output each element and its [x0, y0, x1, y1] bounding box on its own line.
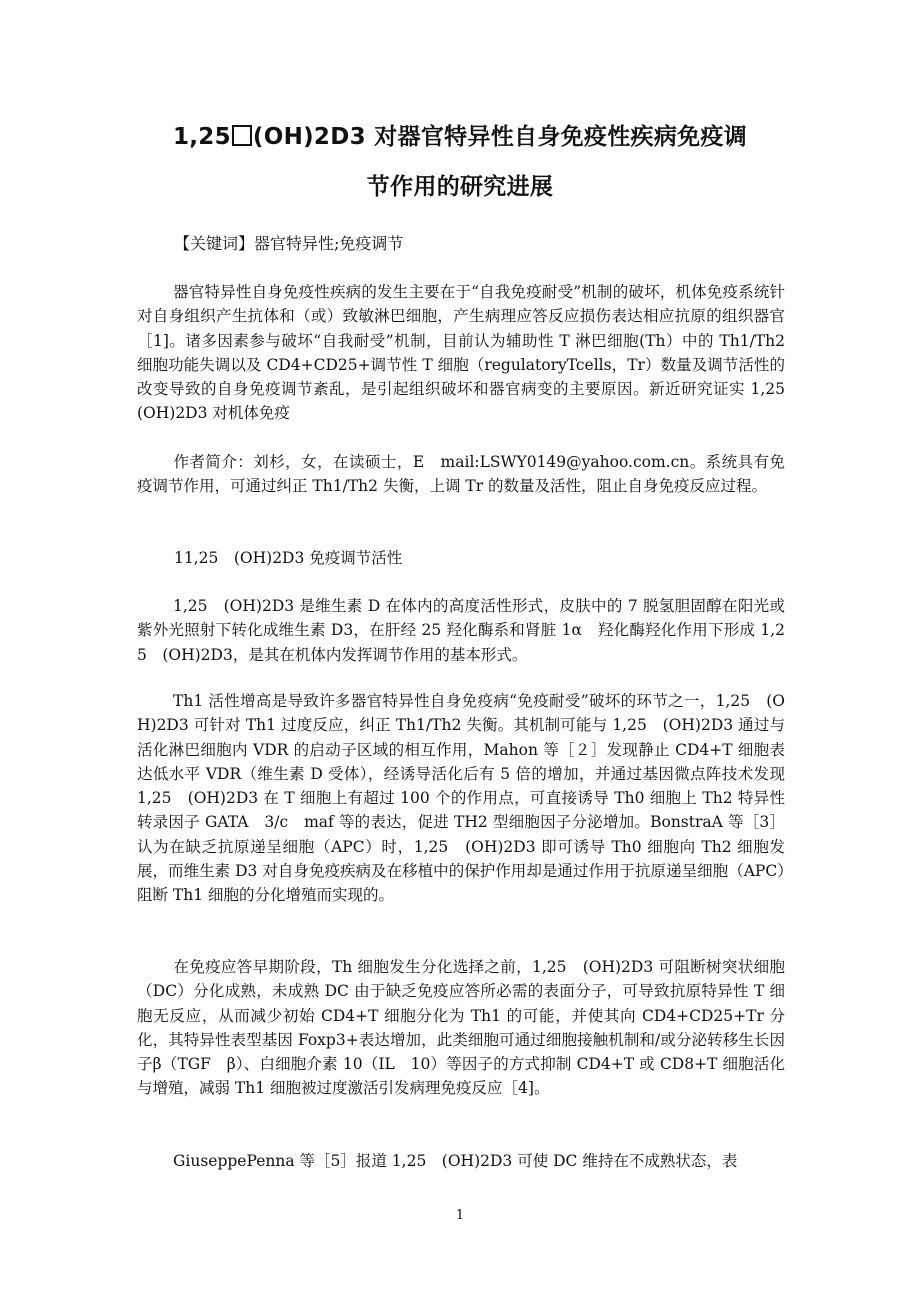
paragraph-vitamin-d [137, 594, 785, 667]
paragraph-intro [137, 280, 801, 426]
keywords: 【关键词】器官特异性;免疫调节 [174, 234, 404, 253]
paragraph-text: 在免疫应答早期阶段，Th 细胞发生分化选择之前，1,25 (OH)2D3 可阻断树突状细胞（DC）分化成熟，未成熟 DC 由于缺乏免疫应答所必需的表面分子，可导致抗原特异性 T 细胞无反应，从而减少初始 CD4+T 细胞分化为 Th1 的可能，并使其向 CD4+CD25+Tr 分化，其特异性表型基因 Foxp3+表达增加，此类细胞可通过细胞接触机制和/或分泌转移生长因子β（TGF β）、白细胞介素 10（IL 10）等因子的方式抑制 CD4+T 或 CD8+T 细胞活化与增殖，减弱 Th1 细胞被过度激活引发病理免疫反应［4]。 [137, 958, 785, 1098]
page-number: 1 [455, 1208, 465, 1223]
paragraph-text: 器官特异性自身免疫性疾病的发生主要在于“自我免疫耐受”机制的破坏，机体免疫系统针对自身组织产生抗体和（或）致敏淋巴细胞，产生病理应答反应损伤表达相应抗原的组织器官［1]。诸多因素参与破坏“自我耐受”机制，目前认为辅助性 T 淋巴细胞(Th）中的 Th1/Th2 细胞功能失调以及 CD4+CD25+调节性 T 细胞（regulatoryTcells，Tr）数量及调节活性的改变导致的自身免疫调节紊乱，是引起组织破坏和器官病变的主要原因。新近研究证实 1,25 (OH)2D3 对机体免疫 [137, 283, 801, 423]
missing-glyph-box [232, 125, 252, 146]
document-title [120, 112, 800, 212]
section-heading: 11,25 (OH)2D3 免疫调节活性 [174, 549, 403, 567]
title-part-2: (OH)2D3 对器官特异性自身免疫性疾病免疫调 [252, 124, 748, 150]
paragraph-author-note [137, 450, 785, 499]
paragraph-penna [137, 1149, 785, 1173]
title-part-1: 1,25 [172, 124, 231, 150]
paragraph-dc [137, 955, 785, 1101]
paragraph-text: GiuseppePenna 等［5］报道 1,25 (OH)2D3 可使 DC 维持在不成熟状态，表 [173, 1152, 738, 1170]
paragraph-th1 [137, 689, 785, 908]
title-line-2: 节作用的研究进展 [366, 174, 554, 200]
paragraph-text: 1,25 (OH)2D3 是维生素 D 在体内的高度活性形式，皮肤中的 7 脱氢胆固醇在阳光或紫外光照射下转化成维生素 D3，在肝经 25 羟化酶系和肾脏 1α 羟化酶羟化作用下形成 1,25 (OH)2D3，是其在机体内发挥调节作用的基本形式。 [137, 597, 785, 664]
paragraph-text: Th1 活性增高是导致许多器官特异性自身免疫病“免疫耐受”破坏的环节之一，1,25 (OH)2D3 可针对 Th1 过度反应，纠正 Th1/Th2 失衡。其机制可能与 1,25 (OH)2D3 通过与活化淋巴细胞内 VDR 的启动子区域的相互作用，Mahon 等［２］发现静止 CD4+T 细胞表达低水平 VDR（维生素 D 受体），经诱导活化后有 5 倍的增加，并通过基因微点阵技术发现 1,25 (OH)2D3 在 T 细胞上有超过 100 个的作用点，可直接诱导 Th0 细胞上 Th2 特异性转录因子 GATA 3/c maf 等的表达，促进 TH2 型细胞因子分泌增加。BonstraA 等［3］认为在缺乏抗原递呈细胞（APC）时，1,25 (OH)2D3 即可诱导 Th0 细胞向 Th2 细胞发展，而维生素 D3 对自身免疫疾病及在移植中的保护作用却是通过作用于抗原递呈细胞（APC）阻断 Th1 细胞的分化增殖而实现的。 [137, 692, 785, 905]
title-line-1 [120, 112, 800, 162]
paragraph-text: 作者简介：刘杉，女，在读硕士，E mail:LSWY0149@yahoo.com.cn。系统具有免疫调节作用，可通过纠正 Th1/Th2 失衡，上调 Tr 的数量及活性，阻止自身免疫反应过程。 [137, 453, 785, 496]
